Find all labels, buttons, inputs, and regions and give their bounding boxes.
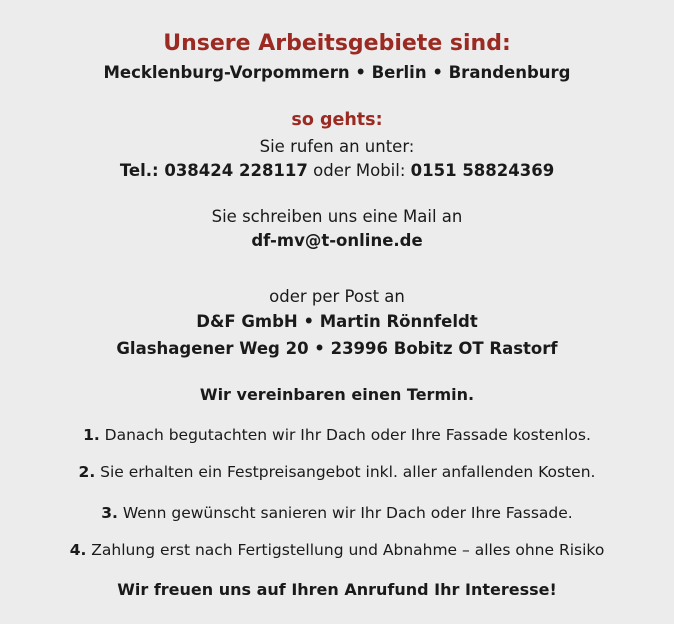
step-number: 1. bbox=[83, 426, 100, 444]
mail-intro: Sie schreiben uns eine Mail an bbox=[211, 207, 463, 226]
step-item bbox=[0, 506, 674, 522]
closing-line: Wir freuen uns auf Ihren Anrufund Ihr Interesse! bbox=[117, 580, 557, 599]
or-mobile-label: oder Mobil: bbox=[307, 161, 411, 180]
step-number: 4. bbox=[69, 541, 87, 559]
postal-address: Glashagener Weg 20 • 23996 Bobitz OT Rastorf bbox=[116, 339, 558, 358]
step-item bbox=[0, 428, 674, 444]
contact-heading: so gehts: bbox=[291, 110, 383, 130]
step-text: Wenn gewünscht sanieren wir Ihr Dach oder Ihre Fassade. bbox=[117, 504, 573, 522]
company-name: D&F GmbH • Martin Rönnfeldt bbox=[196, 312, 478, 331]
service-regions: Mecklenburg-Vorpommern • Berlin • Brandenburg bbox=[103, 63, 571, 82]
phone-line bbox=[0, 163, 674, 180]
step-item bbox=[0, 465, 674, 481]
call-intro: Sie rufen an unter: bbox=[259, 137, 415, 156]
step-number: 2. bbox=[78, 463, 96, 481]
step-item bbox=[0, 543, 674, 559]
phone-number[interactable]: Tel.: 038424 228117 bbox=[119, 161, 308, 180]
appointment-line: Wir vereinbaren einen Termin. bbox=[199, 385, 475, 404]
page-title: Unsere Arbeitsgebiete sind: bbox=[163, 31, 511, 56]
step-number: 3. bbox=[101, 504, 118, 522]
step-text: Danach begutachten wir Ihr Dach oder Ihre Fassade kostenlos. bbox=[99, 426, 591, 444]
step-text: Sie erhalten ein Festpreisangebot inkl. aller anfallenden Kosten. bbox=[95, 463, 596, 481]
post-intro: oder per Post an bbox=[269, 287, 405, 306]
step-text: Zahlung erst nach Fertigstellung und Abnahme – alles ohne Risiko bbox=[86, 541, 605, 559]
mobile-number[interactable]: 0151 58824369 bbox=[410, 161, 555, 180]
email-address[interactable]: df-mv@t-online.de bbox=[251, 231, 423, 250]
